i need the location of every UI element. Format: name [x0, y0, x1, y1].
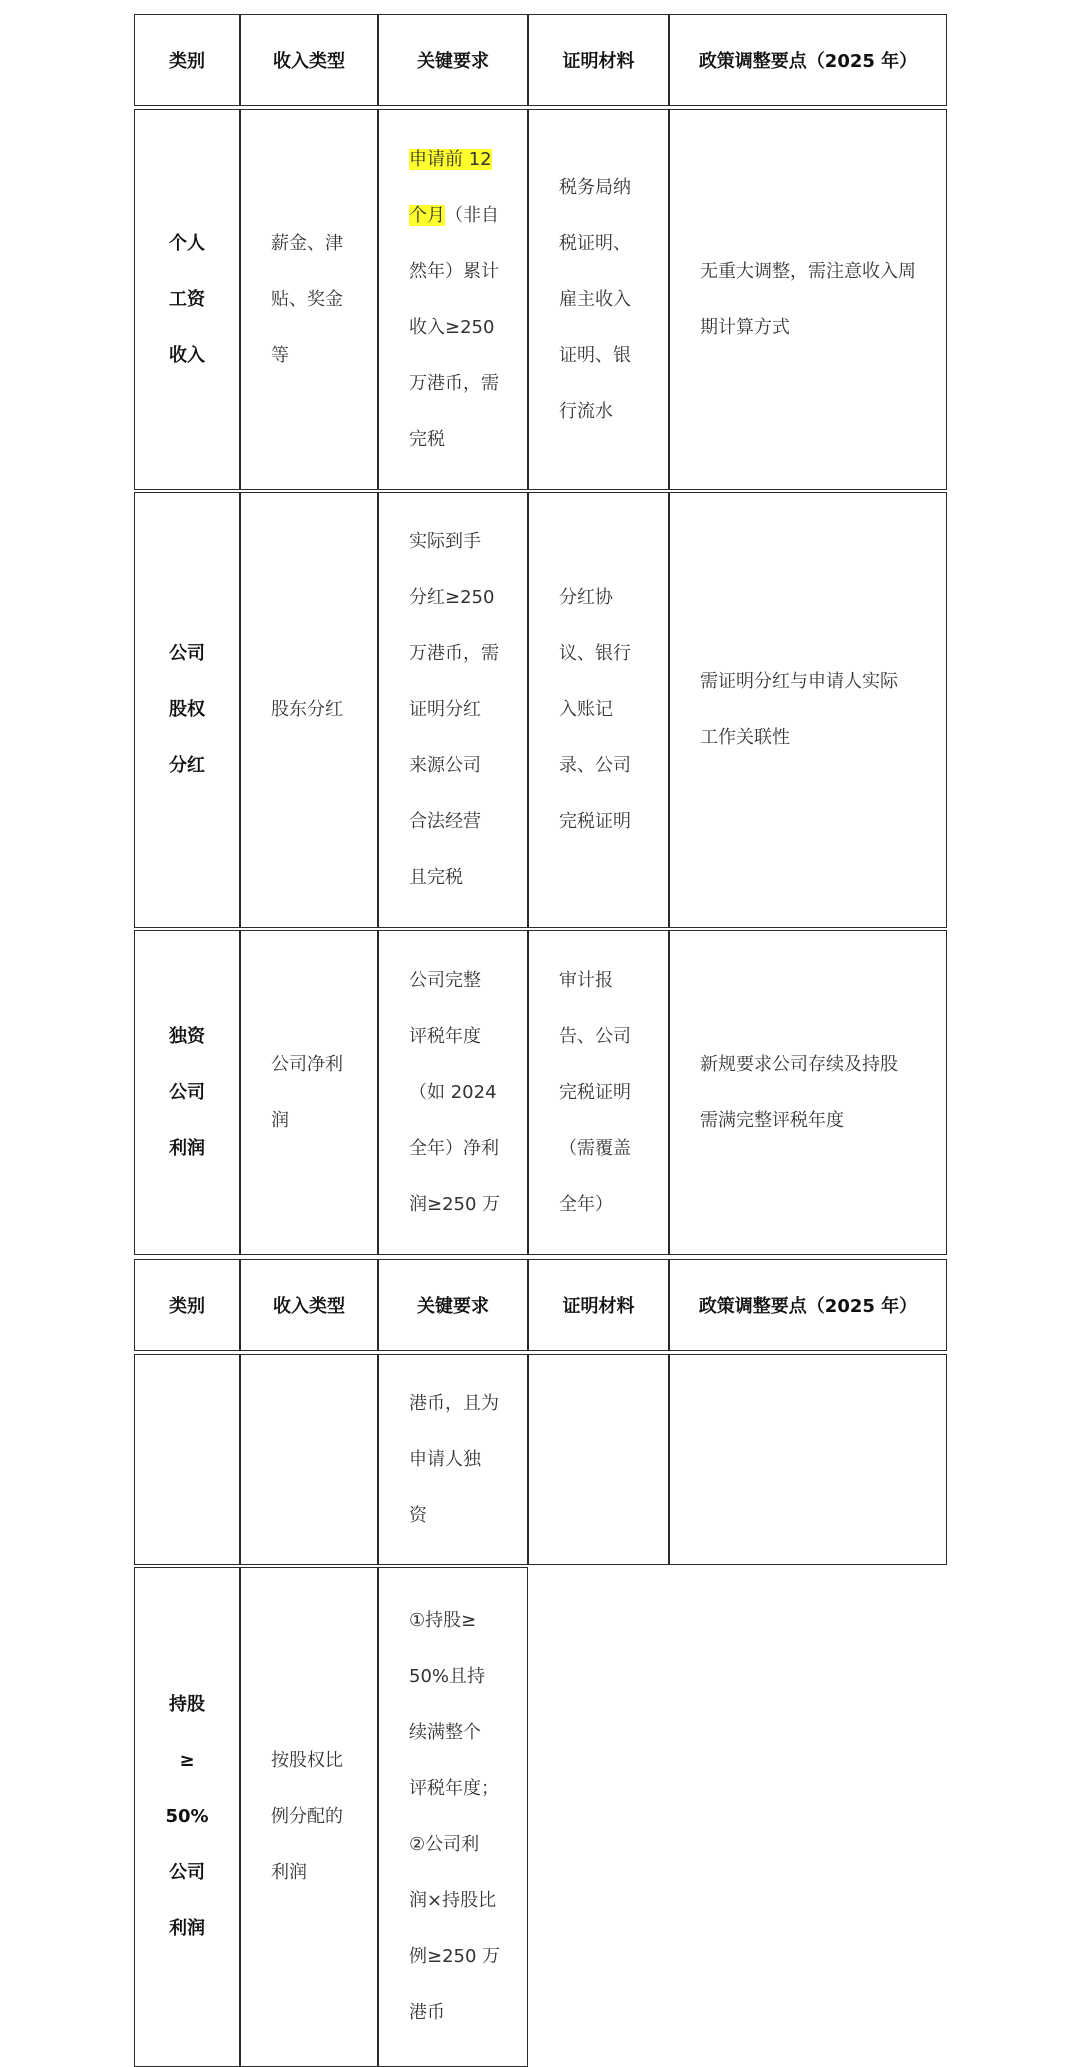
table-row-income-type: 按股权比 例分配的 利润 — [240, 1567, 378, 2067]
table-row-policy: 无重大调整，需注意收入周 期计算方式 — [669, 109, 947, 490]
table-row-policy: 新规要求公司存续及持股 需满完整评税年度 — [669, 930, 947, 1255]
table-row-income-type: 股东分红 — [240, 492, 378, 928]
table-row-proof: 税务局纳 税证明、 雇主收入 证明、银 行流水 — [528, 109, 669, 490]
header-policy: 政策调整要点（2025 年） — [669, 1259, 947, 1351]
table-row-income-type: 薪金、津 贴、奖金 等 — [240, 109, 378, 490]
header-policy: 政策调整要点（2025 年） — [669, 14, 947, 106]
table-row-key-requirement: ①持股≥ 50%且持 续满整个 评税年度； ②公司利 润×持股比 例≥250 万 港币 — [378, 1567, 528, 2067]
table-row-category: 个人 工资 收入 — [134, 109, 240, 490]
header-proof: 证明材料 — [528, 14, 669, 106]
table-row-proof — [528, 1354, 669, 1565]
table-row-key-requirement: 实际到手 分红≥250 万港币，需 证明分红 来源公司 合法经营 且完税 — [378, 492, 528, 928]
table-row-category: 独资 公司 利润 — [134, 930, 240, 1255]
header-income-type: 收入类型 — [240, 14, 378, 106]
table-row-category: 持股 ≥ 50% 公司 利润 — [134, 1567, 240, 2067]
header-income-type: 收入类型 — [240, 1259, 378, 1351]
header-category: 类别 — [134, 1259, 240, 1351]
table-row-income-type: 公司净利 润 — [240, 930, 378, 1255]
table-row-policy — [669, 1354, 947, 1565]
table-row-key-requirement: 申请前 12 个月（非自 然年）累计 收入≥250 万港币，需 完税 — [378, 109, 528, 490]
table-row-income-type — [240, 1354, 378, 1565]
header-key-requirement: 关键要求 — [378, 1259, 528, 1351]
table-row-category — [134, 1354, 240, 1565]
highlighted-text: 申请前 12 个月 — [409, 148, 492, 226]
header-proof: 证明材料 — [528, 1259, 669, 1351]
table-row-key-requirement: 港币，且为 申请人独 资 — [378, 1354, 528, 1565]
table-row-policy: 需证明分红与申请人实际 工作关联性 — [669, 492, 947, 928]
table-row-proof: 审计报 告、公司 完税证明 （需覆盖 全年） — [528, 930, 669, 1255]
table-row-category: 公司 股权 分红 — [134, 492, 240, 928]
table-row-key-requirement: 公司完整 评税年度 （如 2024 全年）净利 润≥250 万 — [378, 930, 528, 1255]
header-category: 类别 — [134, 14, 240, 106]
table-row-proof: 分红协 议、银行 入账记 录、公司 完税证明 — [528, 492, 669, 928]
header-key-requirement: 关键要求 — [378, 14, 528, 106]
